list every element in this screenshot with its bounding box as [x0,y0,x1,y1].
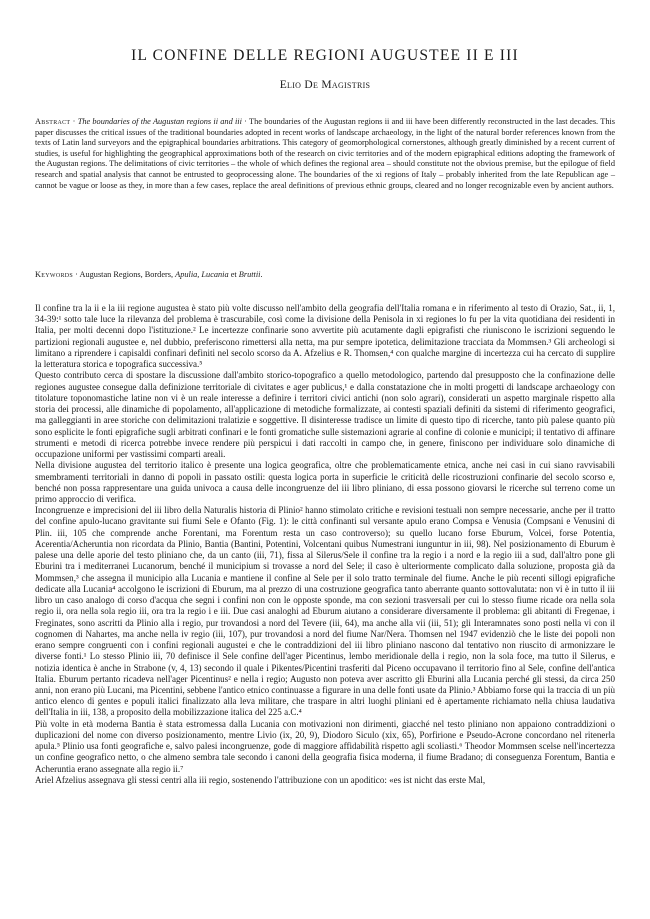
keywords-end: . [260,270,263,279]
paper-title: IL CONFINE DELLE REGIONI AUGUSTEE II E III [131,47,519,64]
abstract-separator: · [70,117,78,126]
paragraph-2: Questo contributo cerca di spostare la discussione dall'ambito storico-topografico a quello metodologico, partendo dal presupposto che la confinazione delle regiones augustee consegue dalla definizione territoriale di civitates e ager publicus,¹ e dalla constatazione che in molti progetti di landscape archaeology con titolature toponomastiche latine non vi è un reale interesse a definire i territori civici antichi (non solo agrari), considerati un aspetto marginale rispetto alla storia dei processi, alle dinamiche di popolamento, all'applicazione di metodiche formalizzate, ai contesti spaziali definiti da sistemi di riferimento geografici, ma galleggianti in aree storiche con delimitazioni tralatizie e soggettive. Il disinteresse tradisce un limite di questo tipo di ricerche, tanto più palese quanto più sono esplicite le fonti epigrafiche sugli arbitrati confinari e le fonti gromatiche sulle sistemazioni agrarie al confine di colonie e municipi; il tentativo di affinare strumenti e metodi di ricerca potrebbe invece rendere più perspicui i dati raccolti in campo che, in genere, finiscono per individuare solo dinamiche di occupazione uniformi per vastissimi comparti areali. [35,370,615,460]
keywords-label: Keywords [35,270,74,279]
paragraph-1: Il confine tra la ii e la iii regione augustea è stato più volte discusso nell'ambito della geografia dell'Italia romana e in riferimento al testo di Orazio, Sat., ii, 1, 34-39:¹ sotto tale luce la rilevanza del problema è trascurabile, così come la divisione della Penisola in xi regiones lo fu per la vita quotidiana dei residenti in Italia, per molti decenni dopo l'istituzione.² Le incertezze confinarie sono avvertite più acutamente dagli epigrafisti che riuniscono le iscrizioni seguendo le partizioni regionali augustee e, nel dubbio, preferiscono rimettersi alla netta, ma pur sempre ipotetica, delimitazione tracciata da Mommsen.³ Gli archeologi si limitano a riprendere i capisaldi confinari definiti nel secolo scorso da A. Afzelius e R. Thomsen,⁴ con qualche margine di incertezza cui ha cercato di supplire la letteratura storica e topografica successiva.⁵ [35,303,615,370]
abstract-title: The boundaries of the Augustan regions ii and iii [77,117,242,126]
keywords-text: · Augustan Regions, Borders, [73,270,176,279]
paragraph-3: Nella divisione augustea del territorio italico è presente una logica geografica, oltre che problematicamente etnica, anche nei casi in cui siano ravvisabili smembramenti territoriali in danno di popoli in passato ostili: questa logica porta in superficie le criticità delle ricostruzioni confinarie del secolo scorso e, benché non possa rappresentare una guida univoca a causa delle incongruenze del iii libro pliniano, di essa possono giovarsi le ricerche sul terreno come un primo approccio di verifica. [35,460,615,504]
paragraph-4: Incongruenze e imprecisioni del iii libro della Naturalis historia di Plinio² hanno stimolato critiche e revisioni testuali non sempre necessarie, anche per il tratto del confine apulo-lucano gravitante sui fiumi Sele e Ofanto (Fig. 1): le città confinanti sul versante apulo erano Compsa e Venusia (Compsani e Venusini di Plin. iii, 105 che comprende anche Forentani, ma Forentum resta un caso controverso); su quello lucano forse Eburum, Volcei, forse Potentia, Acerentia/Acheruntia non ricordata da Plinio, Bantia (Bantini, Potentini, Volcentani quibus Numestrani iunguntur in iii, 98). Nel posizionamento di Eburum è palese una delle aporie del testo pliniano che, da un canto (iii, 71), fissa al Silerus/Sele il confine tra la regio i a nord e la regio iii a sud, dall'altro pone gli Eburini tra i mediterranei Lucanorum, benché il municipium si trovasse a nord del Sele; il caso è ulteriormente complicato dalla soluzione, proposta già da Mommsen,³ che assegna il municipio alla Lucania e mantiene il confine al Sele per il solo tratto terminale del fiume. Anche le più recenti sillogi epigrafiche dedicate alla Lucania⁴ accolgono le iscrizioni di Eburum, ma al prezzo di una costruzione geografica tanto aberrante quanto sottovalutata: non vi è in tutto il iii libro un caso analogo di corso d'acqua che segni i confini non con le opposte sponde, ma con sezioni trasversali per cui lo stesso fiume ricade ora nella sola regio ii, ora nella sola regio iii, ora tra la regio i e iii. Due casi analoghi ad Eburum aiutano a considerare diversamente il problema: gli abitanti di Fregenae, i Freginates, sono ascritti da Plinio alla i regio, pur trovandosi a nord del Tevere (iii, 64), ma anche alla vii (iii, 51); gli Interamnates sono posti nella vi con il cognomen di Nahartes, ma anche nella iv regio (iii, 107), pur trovandosi a nord del fiume Nar/Nera. Thomsen nel 1947 evidenziò che le liste dei popoli non erano sempre congruenti con i confini regionali augustei e che le contraddizioni del iii libro pliniano nascono dal tentativo non riuscito di armonizzare le diverse fonti.¹ Lo stesso Plinio iii, 70 definisce il Sele confine dell'ager Picentinus, lembo meridionale della i regio, non la sola foce, ma tutto il Silerus, e notizia identica è anche in Strabone (v, 4, 13) secondo il quale i Pikentes/Picentini trasferiti dal Piceno occupavano il territorio fino al Sele, confine dell'antica Italia. Eburum pertanto ricadeva nell'ager Picentinus² e nella i regio; Augusto non poteva aver ascritto gli Eburini alla Lucania perché gli stessi, da circa 250 anni, non erano più Lucani, ma Picentini, sebbene l'antico etnico continuasse a figurare in una delle fonti usate da Plinio.³ Abbiamo forse qui la traccia di un più antico elenco di gentes e populi italici finalizzato alla leva militare, che traspare in altri luoghi pliniani ed è apertamente richiamato nella chiusa laudativa dell'Italia in iii, 138, a proposito della mobilizzazione italica del 225 a.C.⁴ [35,505,615,718]
abstract [35,117,615,191]
abstract-text: · The boundaries of the Augustan regions ii and iii have been differently reconstructed in the last decades. This paper discusses the critical issues of the traditional boundaries adopted in recent works of landscape archaeology, in the light of the natural border references known from the texts of Latin land surveyors and the epigraphical boundaries arbitrations. This category of geomorphological cornerstones, although greatly diminished by a recent current of studies, is useful for highlighting the geographical approximations both of the research on civic territories and of the modern epigraphical editions adopting the framework of the Augustan regions. The delimitations of civic territories – the whole of which defines the regional area – should constitute not the obvious premise, but the epilogue of field research and spatial analysis that cannot be entrusted to geoprocessing alone. The boundaries of the xi regions of Italy – probably inherited from the late Republican age – cannot be vague or loose as they, in more than a few cases, replace the areal definitions of previous ethnic groups, cleared and no longer recognizable even by ancient authors. [35,117,615,190]
keywords-italic-2: Bruttii [238,270,261,279]
paper-author: Elio De Magistris [279,79,371,91]
keywords [35,270,615,281]
paragraph-6: Ariel Afzelius assegnava gli stessi centri alla iii regio, sostenendo l'attribuzione con un apoditico: «es ist nicht das erste Mal, [35,774,486,785]
keywords-text-2: et [228,270,239,279]
abstract-label: Abstract [35,117,71,126]
keywords-italic-1: Apulia, Lucania [175,270,229,279]
paragraph-5: Più volte in età moderna Bantia è stata estromessa dalla Lucania con motivazioni non dirimenti, giacché nel testo pliniano non appaiono contraddizioni o duplicazioni del nome con diverso posizionamento, mentre Livio (ix, 20, 9), Diodoro Siculo (xix, 65), Porfirione e Pseudo-Acrone concordano nel ritenerla apula.⁵ Plinio usa fonti geografiche e, salvo palesi incongruenze, gode di maggiore affidabilità rispetto agli scoliasti.⁶ Theodor Mommsen scelse nell'incertezza un confine geografico netto, o che almeno sembra tale secondo i canoni della geografia fisica moderna, il fiume Bradano; di conseguenza Forentum, Bantia e Acheruntia erano assegnate alla regio ii.⁷ [35,718,615,774]
body-text [35,303,615,786]
